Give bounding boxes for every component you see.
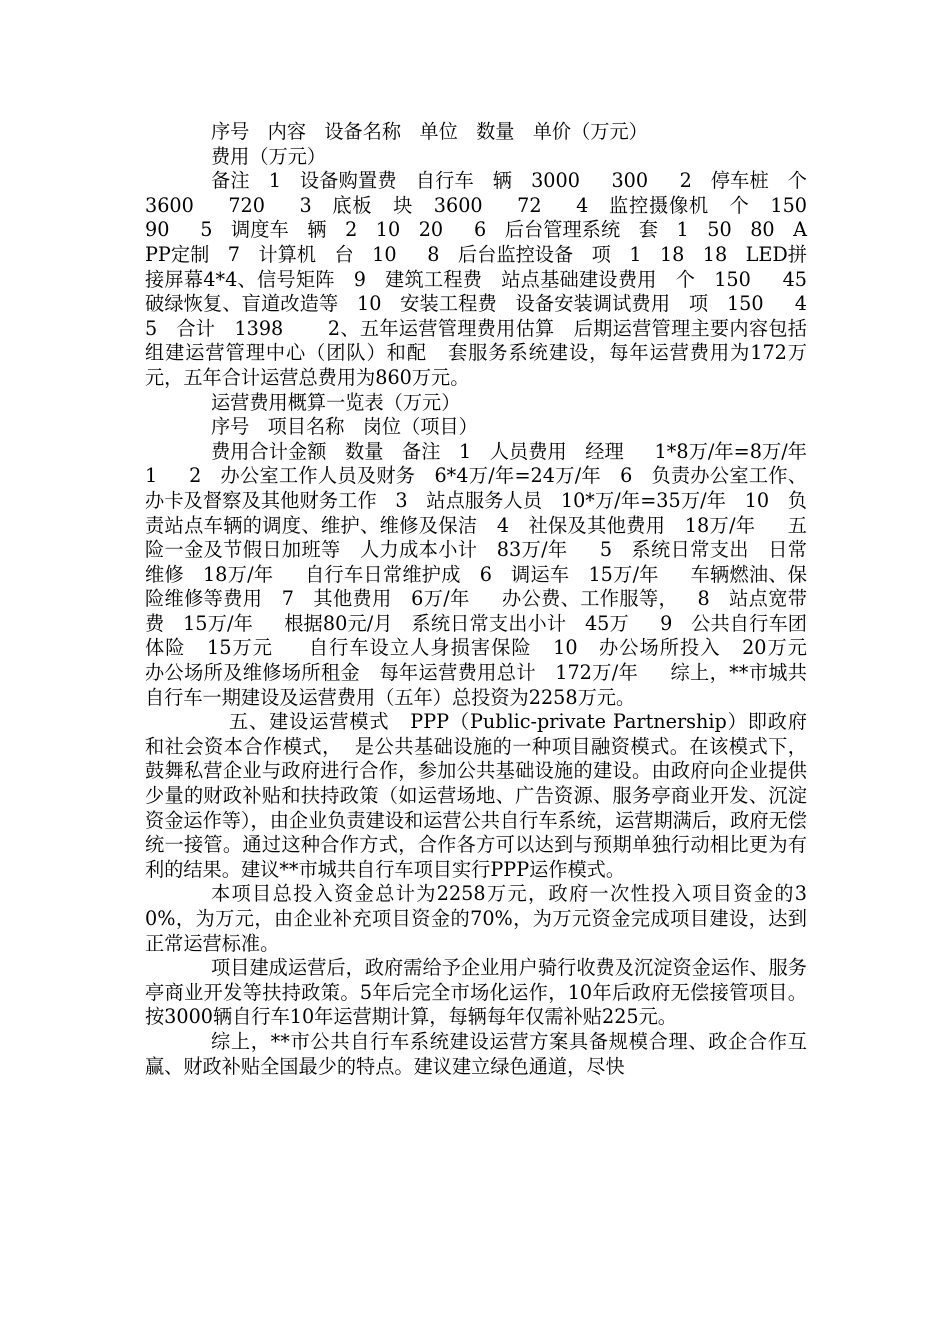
table-header-cost: 费用（万元） xyxy=(211,144,327,168)
equipment-cost-paragraph: 备注 1 设备购置费 自行车 辆 3000 300 2 停车桩 个 3600 720 3 底板 块 3600 72 4 监控摄像机 个 150 90 5 调度车 辆 2 10 20 6 后台管理系统 套 1 50 80 APP定制 7 计算机 台 10 8 后台监控设备 项 1 18 18 LED拼接屏幕4*4、信号矩阵 9 建筑工程费 站点基础建设费用 个 150 45 破绿恢复、盲道改造等 10 安装工程费 设备安装调试费用 项 150 45 合计 1398 2、五年运营管理费用估算 后期运营管理主要内容包括组建运营管理中心（团队）和配 套服务系统建设，每年运营费用为172万元，五年合计运营总费用为860万元。 xyxy=(145,169,838,389)
investment-paragraph: 本项目总投入资金总计为2258万元，政府一次性投入项目资金的30%，为万元，由企业补充项目资金的70%，为万元资金完成项目建设，达到正常运营标准。 xyxy=(145,882,807,955)
operating-cost-table-header: 序号 项目名称 岗位（项目） xyxy=(211,415,478,439)
conclusion-paragraph: 综上，**市公共自行车系统建设运营方案具备规模合理、政企合作互赢、财政补贴全国最少的特点。建议建立绿色通道，尽快 xyxy=(145,1029,807,1078)
ppp-model-paragraph: 五、建设运营模式 PPP（Public-private Partnership）即政府和社会资本合作模式， 是公共基础设施的一种项目融资模式。在该模式下，鼓舞私营企业与政府进行合作，参加公共基础设施的建设。由政府向企业提供少量的财政补贴和扶持政策（如运营场地、广告资源、服务亭商业开发、沉淀资金运作等），由企业负责建设和运营公共自行车系统，运营期满后，政府无偿统一接管。通过这种合作方式，合作各方可以达到与预期单独行动相比更为有利的结果。建议**市城共自行车项目实行PPP运作模式。 xyxy=(145,710,807,881)
operating-cost-table-title: 运营费用概算一览表（万元） xyxy=(211,390,461,414)
document-page xyxy=(145,120,838,1079)
table-header-equipment: 序号 内容 设备名称 单位 数量 单价（万元） xyxy=(211,120,648,143)
subsidy-paragraph: 项目建成运营后，政府需给予企业用户骑行收费及沉淀资金运作、服务亭商业开发等扶持政策。5年后完全市场化运作，10年后政府无偿接管项目。按3000辆自行车10年运营期计算，每辆每年仅需补贴225元。 xyxy=(145,956,807,1029)
operating-cost-paragraph: 费用合计金额 数量 备注 1 人员费用 经理 1*8万/年=8万/年 1 2 办公室工作人员及财务 6*4万/年=24万/年 6 负责办公室工作、办卡及督察及其他财务工作 3 站点服务人员 10*万/年=35万/年 10 负责站点车辆的调度、维护、维修及保洁 4 社保及其他费用 18万/年 五险一金及节假日加班等 人力成本小计 83万/年 5 系统日常支出 日常维修 18万/年 自行车日常维护成 6 调运车 15万/年 车辆燃油、保险维修等费用 7 其他费用 6万/年 办公费、工作服等， 8 站点宽带费 15万/年 根据80元/月 系统日常支出小计 45万 9 公共自行车团体险 15万元 自行车设立人身损害保险 10 办公场所投入 20万元 办公场所及维修场所租金 每年运营费用总计 172万/年 综上，**市城共自行车一期建设及运营费用（五年）总投资为2258万元。 xyxy=(145,439,838,709)
